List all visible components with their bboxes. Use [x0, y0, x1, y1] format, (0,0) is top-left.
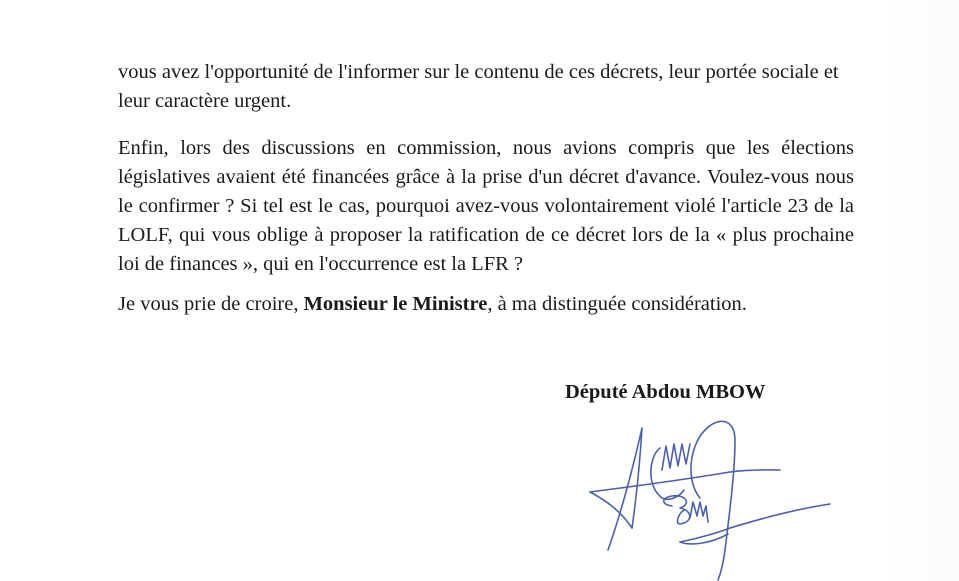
- closing-text-before: Je vous prie de croire,: [118, 293, 304, 315]
- paragraph-closing-salutation: [118, 290, 854, 319]
- closing-text-after: , à ma distinguée considération.: [487, 293, 747, 315]
- paragraph-decrets: vous avez l'opportunité de l'informer sur le contenu de ces décrets, leur portée sociale et leur caractère urgent.: [118, 61, 839, 112]
- paragraph-question-lolf: Enfin, lors des discussions en commission, nous avions compris que les élections législatives avaient été financées grâce à la prise d'un décret d'avance. Voulez-vous nous le confirmer ? Si tel est le cas, pourquoi avez-vous volontairement violé l'article 23 de la LOLF, qui vous oblige à proposer la ratification de ce décret lors de la « plus prochaine loi de finances », qui en l'occurrence est la LFR ?: [118, 137, 854, 275]
- signer-name: Député Abdou MBOW: [565, 381, 766, 403]
- signature-icon: [580, 410, 840, 581]
- closing-addressee: Monsieur le Ministre: [303, 293, 488, 315]
